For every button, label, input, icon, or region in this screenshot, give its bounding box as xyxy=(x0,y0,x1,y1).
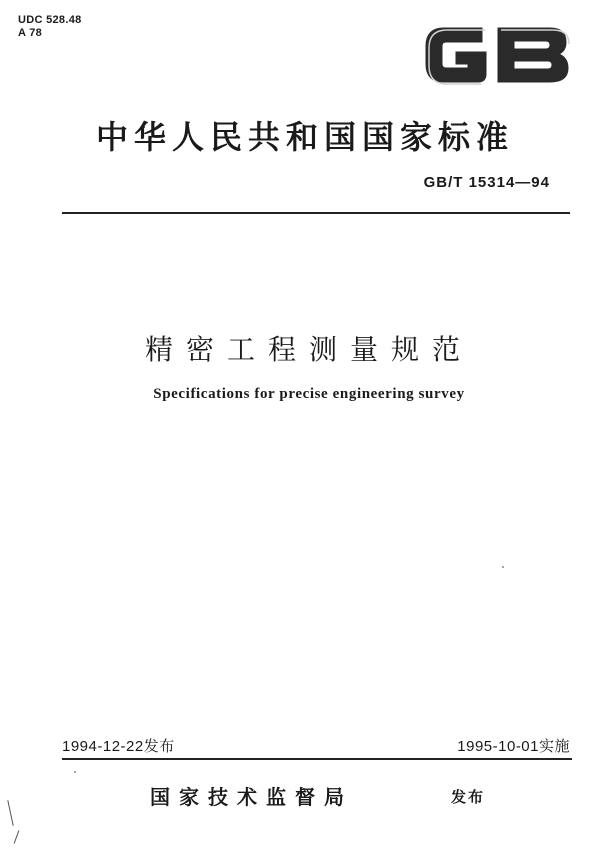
class-number: A 78 xyxy=(18,27,43,39)
scan-scratch xyxy=(14,830,20,843)
scan-scratch xyxy=(7,800,13,826)
standard-heading: 中华人民共和国国家标准 xyxy=(95,118,514,156)
issue-label: 发布 xyxy=(451,788,486,806)
issue-date: 1994-12-22发布 xyxy=(62,738,175,755)
gb-logo xyxy=(420,22,572,88)
issuing-authority: 国家技术监督局 xyxy=(150,785,353,809)
classification-block xyxy=(18,14,82,40)
scan-speck xyxy=(502,566,504,568)
udc-number: UDC 528.48 xyxy=(18,14,82,26)
scan-speck xyxy=(74,771,76,773)
document-title-cn: 精密工程测量规范 xyxy=(144,333,473,366)
standard-code: GB/T 15314—94 xyxy=(423,174,550,191)
top-divider xyxy=(62,212,570,214)
effective-date: 1995-10-01实施 xyxy=(457,738,570,755)
gb-logo-icon xyxy=(420,22,572,88)
bottom-divider xyxy=(62,758,572,760)
document-title-en: Specifications for precise engineering survey xyxy=(153,386,465,402)
